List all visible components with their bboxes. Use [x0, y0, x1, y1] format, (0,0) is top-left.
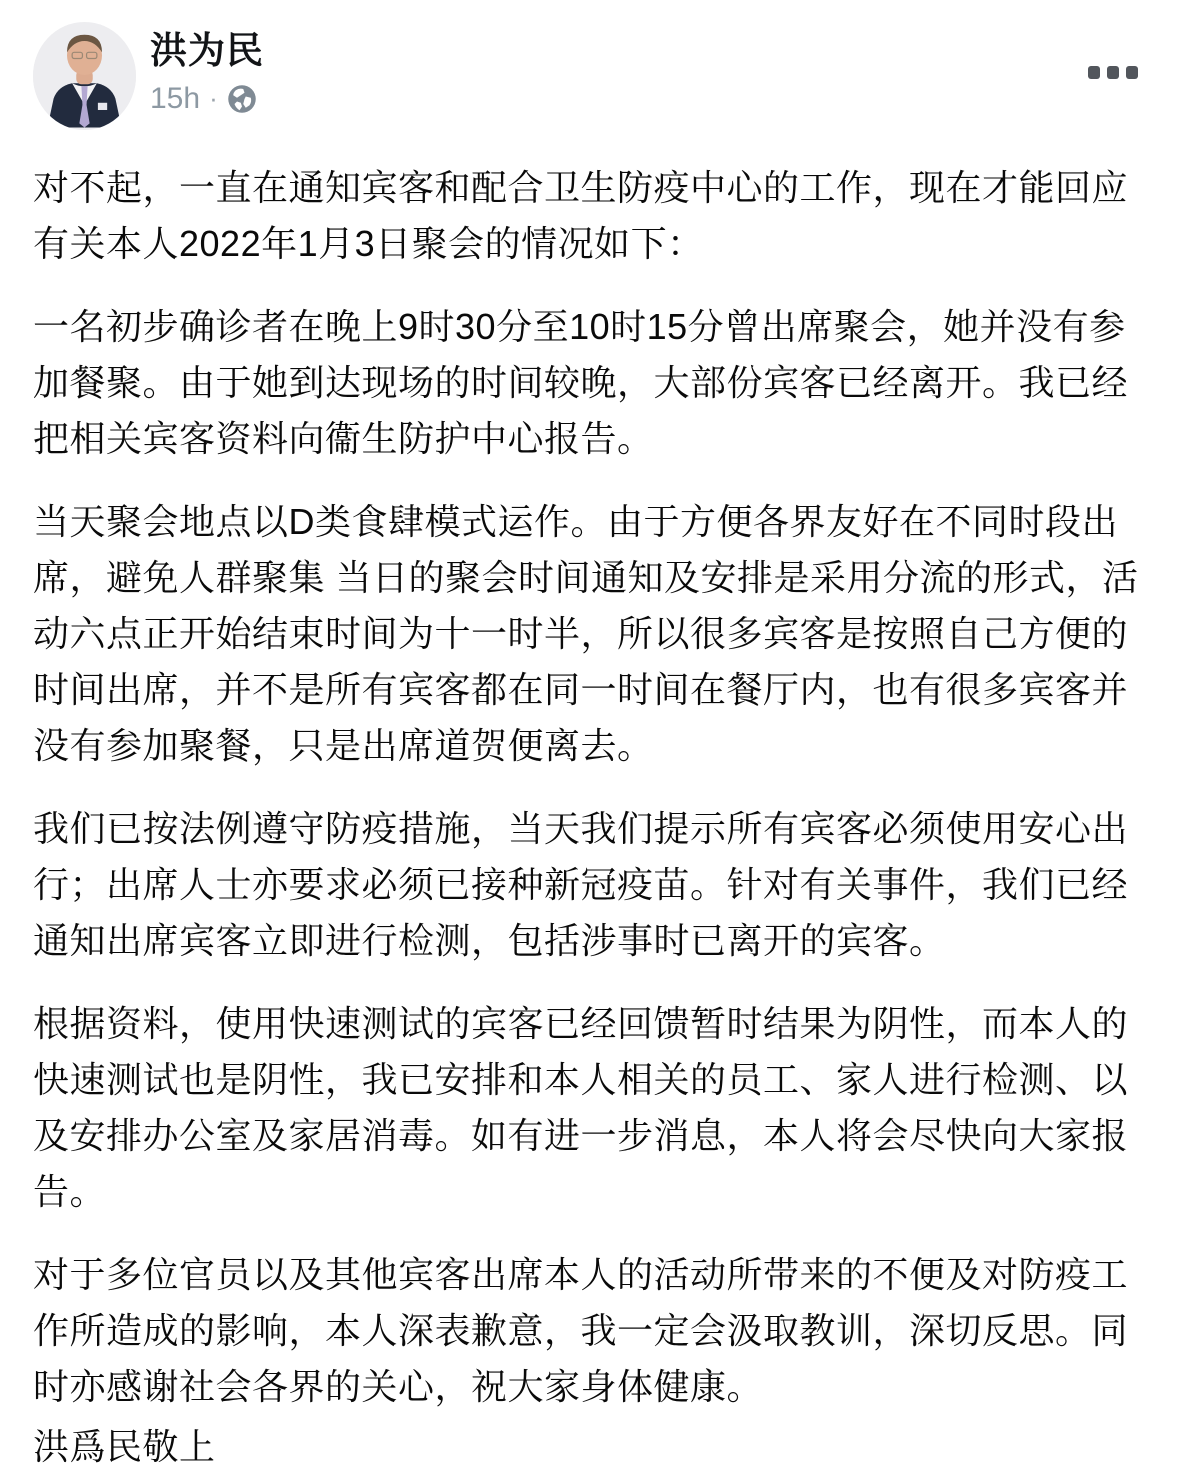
post-body: [0, 160, 1200, 1475]
post-paragraph: 当天聚会地点以D类食肆模式运作。由于方便各界友好在不同时段出席，避免人群聚集 当日的聚会时间通知及安排是采用分流的形式，活动六点正开始结束时间为十一时半，所以很多宾客是按照自己方便的时间出席，并不是所有宾客都在同一时间在餐厅内，也有很多宾客并没有参加聚餐，只是出席道贺便离去。: [33, 501, 1139, 766]
post-paragraph: 我们已按法例遵守防疫措施，当天我们提示所有宾客必须使用安心出行；出席人士亦要求必须已接种新冠疫苗。针对有关事件，我们已经通知出席宾客立即进行检测，包括涉事时已离开的宾客。: [33, 808, 1129, 961]
post-paragraph: 一名初步确诊者在晚上9时30分至10时15分曾出席聚会，她并没有参加餐聚。由于她到达现场的时间较晚，大部份宾客已经离开。我已经把相关宾客资料向衞生防护中心报告。: [33, 306, 1129, 459]
post-header: [0, 0, 1200, 130]
author-name[interactable]: 洪为民: [150, 30, 264, 71]
post-paragraph: 对不起，一直在通知宾客和配合卫生防疫中心的工作，现在才能回应有关本人2022年1月3日聚会的情况如下：: [33, 167, 1129, 264]
post-paragraph: 根据资料，使用快速测试的宾客已经回馈暂时结果为阴性，而本人的快速测试也是阴性，我已安排和本人相关的员工、家人进行检测、以及安排办公室及家居消毒。如有进一步消息，本人将会尽快向大家报告。: [33, 1003, 1129, 1212]
post-signature: 洪爲民敬上: [33, 1426, 216, 1467]
ellipsis-dot: [1126, 66, 1138, 79]
avatar-image: [33, 22, 136, 130]
globe-public-icon: [227, 84, 257, 114]
ellipsis-dot: [1088, 66, 1100, 79]
author-avatar[interactable]: [33, 22, 136, 130]
more-options-button[interactable]: [1084, 62, 1142, 83]
post-paragraph: 对于多位官员以及其他宾客出席本人的活动所带来的不便及对防疫工作所造成的影响，本人深表歉意，我一定会汲取教训，深切反思。同时亦感谢社会各界的关心，祝大家身体健康。: [33, 1254, 1129, 1407]
meta-separator: ·: [209, 83, 218, 114]
timestamp[interactable]: 15h: [150, 81, 201, 115]
post-meta: [150, 82, 264, 116]
ellipsis-dot: [1107, 66, 1119, 79]
header-text: [150, 22, 264, 116]
